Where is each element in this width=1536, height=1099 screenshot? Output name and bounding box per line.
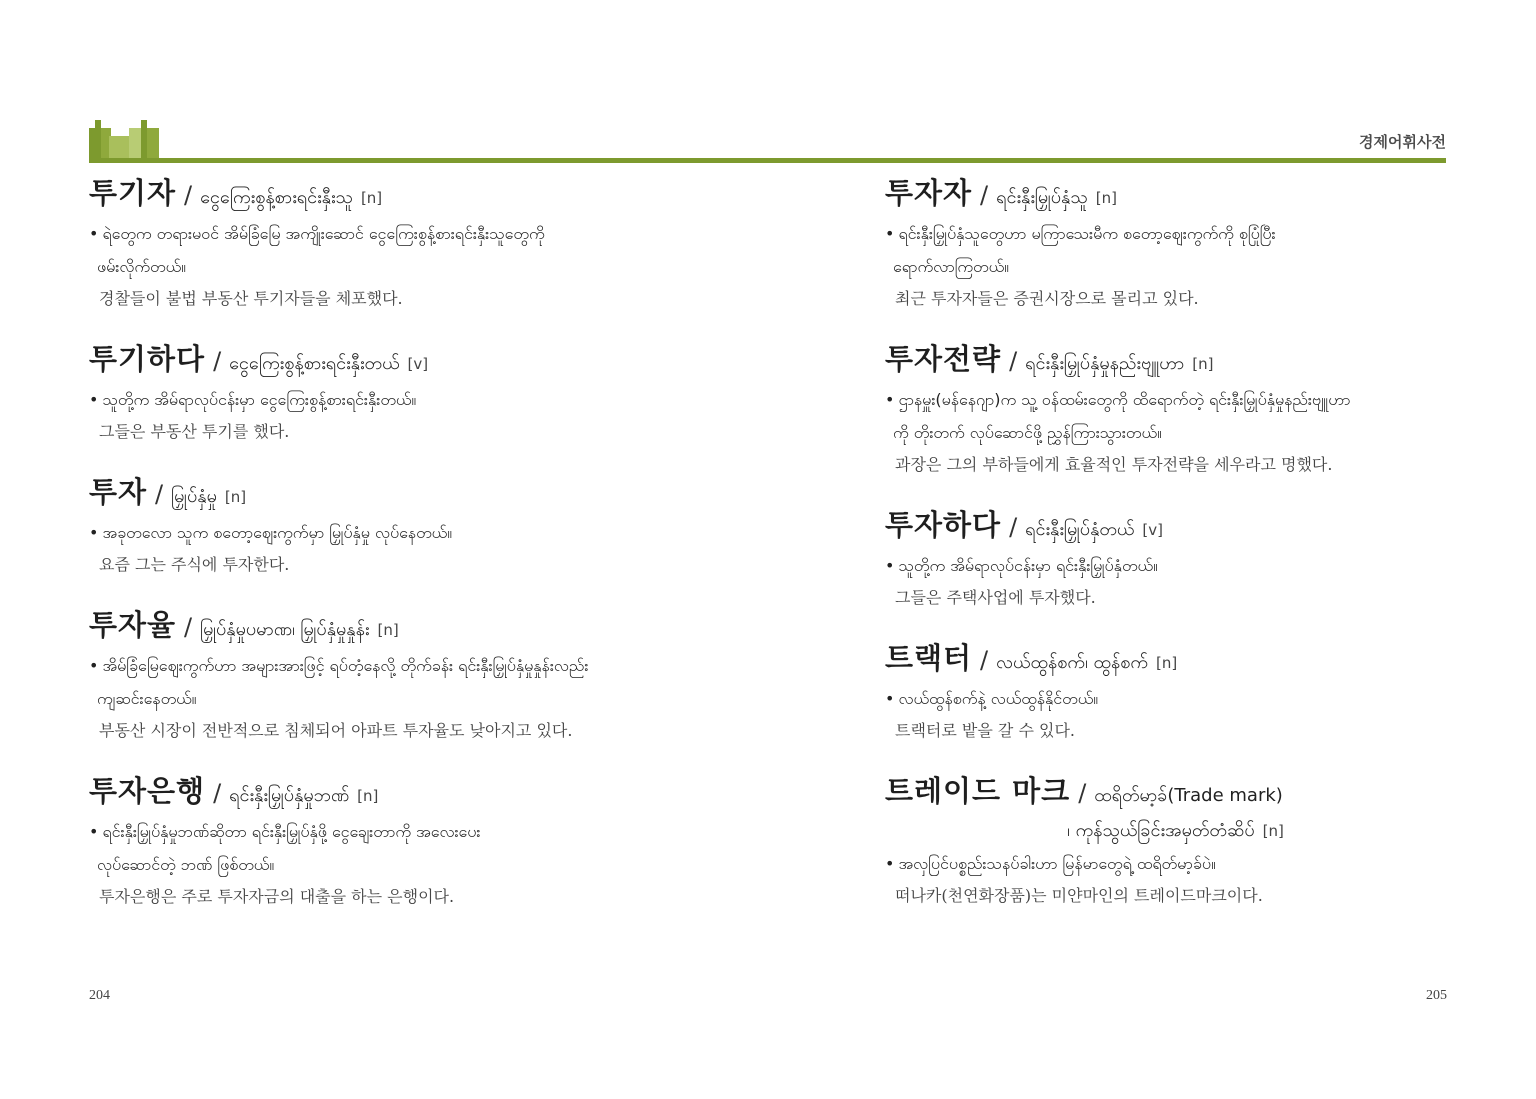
entry-description: • အိမ်ခြံမြေဈေးကွက်ဟာ အများအားဖြင့် ရပ်တံ့နေလို့ တိုက်ခန်း ရင်းနှီးမြှုပ်နှံမှုနှုန်းလည်း — [89, 656, 589, 675]
entry-headline — [885, 506, 1485, 549]
entry-example: 과장은 그의 부하들에게 효율적인 투자전략을 세우라고 명했다. — [895, 455, 1333, 474]
entry-translation: မြှုပ်နှံမှု — [171, 486, 217, 507]
entry-headline — [89, 473, 739, 516]
part-of-speech: [n] — [360, 189, 383, 207]
entry-headline — [885, 174, 1485, 217]
entry-tujaja — [885, 174, 1485, 314]
bullet-icon: • — [89, 390, 99, 409]
entry-example: 투자은행은 주로 투자자금의 대출을 하는 은행이다. — [99, 887, 455, 906]
separator: / — [1078, 779, 1087, 807]
entry-description: • အလှပြင်ပစ္စည်းသနပ်ခါးဟာ မြန်မာတွေရဲ့ ထရိတ်မာ့ခ်ပဲ။ — [885, 854, 1216, 873]
header-decoration — [89, 118, 159, 160]
entry-headline — [885, 340, 1485, 383]
separator: / — [213, 779, 222, 807]
entry-example: 떠나카(천연화장품)는 미얀마인의 트레이드마크이다. — [895, 886, 1263, 905]
entry-term: 투기하다 — [89, 342, 206, 376]
entry-translation: လယ်ထွန်စက်၊ ထွန်စက် — [996, 652, 1148, 673]
entry-translation: မြှုပ်နှံမှုပမာဏ၊ မြှုပ်နှံမှုနှုန်း — [200, 619, 370, 640]
entry-headline — [89, 772, 739, 815]
entry-term: 투자율 — [89, 608, 177, 642]
bullet-icon: • — [885, 854, 895, 873]
left-column — [89, 174, 739, 938]
bullet-icon: • — [89, 523, 99, 542]
entry-tujajeollyak — [885, 340, 1485, 480]
entry-teureideu-makeu — [885, 772, 1485, 911]
entry-example: 경찰들이 불법 부동산 투기자들을 체포했다. — [99, 289, 403, 308]
entry-description: • ဌာနမှူး(မန်နေဂျာ)က သူ့ ဝန်ထမ်းတွေကို ထိရောက်တဲ့ ရင်းနှီးမြှုပ်နှံမှုနည်းဗျူဟာ — [885, 390, 1351, 409]
entry-headline — [885, 772, 1485, 847]
entry-term: 투자자 — [885, 176, 973, 210]
entry-translation: ရင်းနှီးမြှုပ်နှံတယ် — [1025, 519, 1135, 540]
entry-term: 트레이드 마크 — [885, 774, 1071, 808]
book-title: 경제어휘사전 — [1359, 133, 1446, 151]
separator: / — [213, 347, 222, 375]
entry-tugihada — [89, 340, 739, 447]
entry-translation: ငွေကြေးစွန့်စားရင်းနှီးတယ် — [229, 353, 400, 374]
entry-description: • သူတို့က အိမ်ရာလုပ်ငန်းမှာ ငွေကြေးစွန့်စားရင်းနှီးတယ်။ — [89, 390, 417, 409]
part-of-speech: [n] — [357, 787, 379, 805]
entry-term: 트랙터 — [885, 641, 973, 675]
entry-example: 트랙터로 밭을 갈 수 있다. — [895, 721, 1075, 740]
entry-description: • ရင်းနှီးမြှုပ်နှံမှုဘဏ်ဆိုတာ ရင်းနှီးမြှုပ်နှံဖို့ ငွေချေးတာကို အလေးပေး — [89, 822, 481, 841]
entry-example: 부동산 시장이 전반적으로 침체되어 아파트 투자율도 낮아지고 있다. — [99, 721, 573, 740]
entry-term: 투기자 — [89, 176, 177, 210]
bullet-icon: • — [89, 224, 99, 243]
part-of-speech: [n] — [1262, 822, 1284, 840]
entry-description: • အခုတလော သူက စတော့ဈေးကွက်မှာ မြှုပ်နှံမှု လုပ်နေတယ်။ — [89, 523, 453, 542]
entry-headline — [885, 639, 1485, 682]
bullet-icon: • — [885, 390, 895, 409]
part-of-speech: [v] — [1142, 521, 1163, 539]
part-of-speech: [n] — [1155, 654, 1178, 672]
entry-tugija — [89, 174, 739, 314]
bullet-icon: • — [89, 822, 99, 841]
entry-description-cont: ကို တိုးတက် လုပ်ဆောင်ဖို့ ညွှန်ကြားသွားတယ်။ — [893, 423, 1162, 442]
entry-tujayul — [89, 606, 739, 746]
separator: / — [155, 480, 164, 508]
right-column — [885, 174, 1485, 937]
entry-example: 그들은 부동산 투기를 했다. — [99, 422, 290, 441]
entry-description: • ရဲတွေက တရားမဝင် အိမ်ခြံမြေ အကျိုးဆောင် ငွေကြေးစွန့်စားရင်းနှီးသူတွေကို — [89, 224, 545, 243]
entry-teuraekteo — [885, 639, 1485, 746]
entry-description: • သူတို့က အိမ်ရာလုပ်ငန်းမှာ ရင်းနှီးမြှုပ်နှံတယ်။ — [885, 556, 1158, 575]
entry-example: 그들은 주택사업에 투자했다. — [895, 588, 1096, 607]
entry-term: 투자전략 — [885, 342, 1002, 376]
entry-tujaeunhaeng — [89, 772, 739, 912]
entry-description: • ရင်းနှီးမြှုပ်နှံသူတွေဟာ မကြာသေးမီက စတော့ဈေးကွက်ကို စုပြုံပြီး — [885, 224, 1276, 243]
header-rule — [89, 158, 1446, 163]
separator: / — [1009, 347, 1018, 375]
separator: / — [1009, 513, 1018, 541]
entry-description-cont: ကျဆင်းနေတယ်။ — [97, 689, 197, 708]
part-of-speech: [n] — [1095, 189, 1117, 207]
bullet-icon: • — [885, 689, 895, 708]
entry-tuja — [89, 473, 739, 580]
entry-description-cont: ဖမ်းလိုက်တယ်။ — [97, 257, 186, 276]
entry-translation: ရင်းနှီးမြှုပ်နှံမှုနည်းဗျူဟာ — [1025, 353, 1185, 374]
entry-example: 요즘 그는 주식에 투자한다. — [99, 555, 290, 574]
bullet-icon: • — [89, 656, 99, 675]
bullet-icon: • — [885, 224, 895, 243]
part-of-speech: [n] — [1192, 355, 1214, 373]
page-number-right: 205 — [1426, 988, 1447, 1003]
entry-example: 최근 투자자들은 증권시장으로 몰리고 있다. — [895, 289, 1199, 308]
entry-description-cont: ရောက်လာကြတယ်။ — [893, 257, 1009, 276]
entry-translation: ငွေကြေးစွန့်စားရင်းနှီးသူ — [200, 187, 353, 208]
separator: / — [980, 646, 989, 674]
entry-term: 투자하다 — [885, 508, 1002, 542]
bullet-icon: • — [885, 556, 895, 575]
part-of-speech: [n] — [224, 488, 247, 506]
entry-translation: ထရိတ်မာ့ခ်(Trade mark) — [1094, 785, 1283, 806]
entry-headline — [89, 174, 739, 217]
separator: / — [980, 181, 989, 209]
entry-term: 투자 — [89, 475, 148, 509]
separator: / — [184, 181, 193, 209]
entry-description-cont: လုပ်ဆောင်တဲ့ ဘဏ် ဖြစ်တယ်။ — [97, 855, 275, 874]
entry-translation: ရင်းနှီးမြှုပ်နှံသူ — [996, 187, 1088, 208]
entry-headline — [89, 606, 739, 649]
part-of-speech: [n] — [377, 621, 399, 639]
entry-headline — [89, 340, 739, 383]
entry-translation: ရင်းနှီးမြှုပ်နှံမှုဘဏ် — [229, 785, 350, 806]
entry-term: 투자은행 — [89, 774, 206, 808]
entry-tujahada — [885, 506, 1485, 613]
entry-translation-cont: ၊ ကုန်သွယ်ခြင်းအမှတ်တံဆိပ် [n] — [1067, 820, 1284, 841]
entry-description: • လယ်ထွန်စက်နဲ့ လယ်ထွန်နိုင်တယ်။ — [885, 689, 1099, 708]
part-of-speech: [v] — [407, 355, 429, 373]
page-number-left: 204 — [89, 988, 110, 1003]
separator: / — [184, 613, 193, 641]
